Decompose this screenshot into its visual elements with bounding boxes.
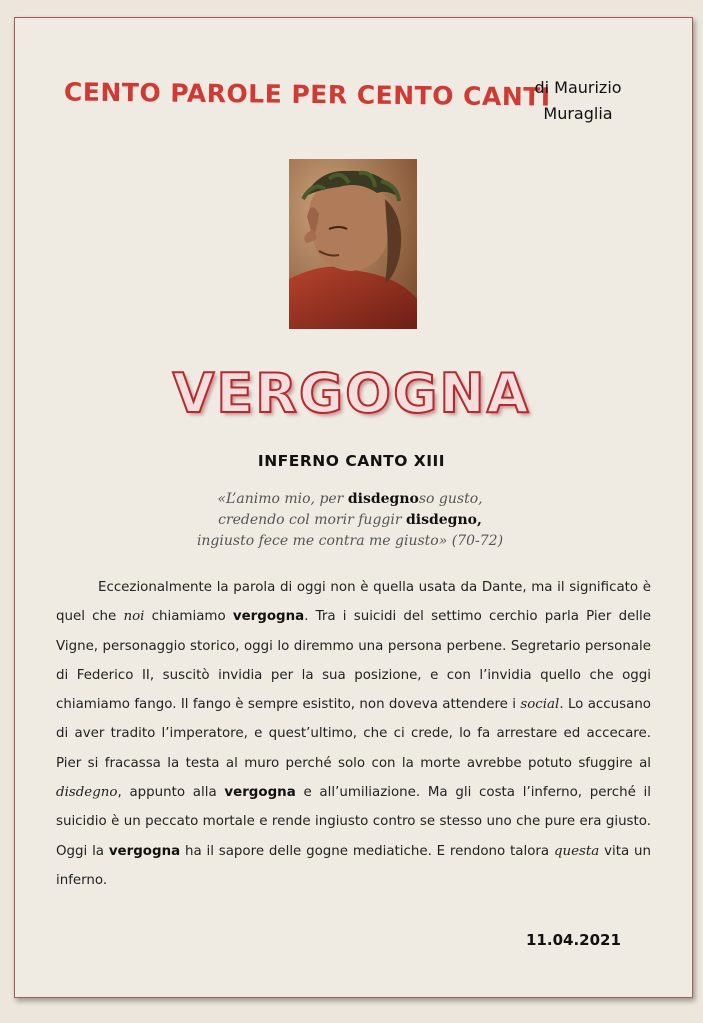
author-line-1: di Maurizio [534, 78, 622, 97]
verse-line-3: ingiusto fece me contra me giusto» (70-72) [196, 533, 504, 549]
dante-portrait [289, 159, 417, 329]
verse-line-1: «L’animo mio, per disdegnoso gusto, [217, 491, 483, 507]
date: 11.04.2021 [526, 931, 621, 949]
verse-line-2: credendo col morir fuggir disdegno, [218, 512, 482, 528]
quoted-verses [150, 489, 550, 552]
series-title: CENTO PAROLE PER CENTO CANTI [63, 77, 551, 112]
author-line-2: Muraglia [543, 104, 613, 123]
canto-label: INFERNO CANTO XIII [257, 452, 446, 470]
author-byline [528, 75, 628, 127]
body-paragraph: Eccezionalmente la parola di oggi non è quella usata da Dante, ma il significato è quel che noi chiamiamo vergogna. Tra i suicidi del settimo cerchio parla Pier delle Vigne, personaggio storico, oggi lo diremmo una persona perbene. Segretario personale di Federico II, suscitò invidia per la sua posizione, e con l’invidia quello che oggi chiamiamo fango. Il fango è sempre esistito, non doveva attendere i social. Lo accusano di aver tradito l’imperatore, e quest’ultimo, che ci crede, lo fa arrestare ed accecare. Pier si fracassa la testa al muro perché solo con la morte avrebbe potuto sfuggire al disdegno, appunto alla vergogna e all’umiliazione. Ma gli costa l’inferno, perché il suicidio è un peccato mortale e rende ingiusto contro se stesso uno che pure era giusto. Oggi la vergogna ha il sapore delle gogne mediatiche. E rendono talora questa vita un inferno. [56, 580, 651, 888]
dante-portrait-image [289, 159, 417, 329]
headword: VERGOGNA [172, 362, 531, 425]
